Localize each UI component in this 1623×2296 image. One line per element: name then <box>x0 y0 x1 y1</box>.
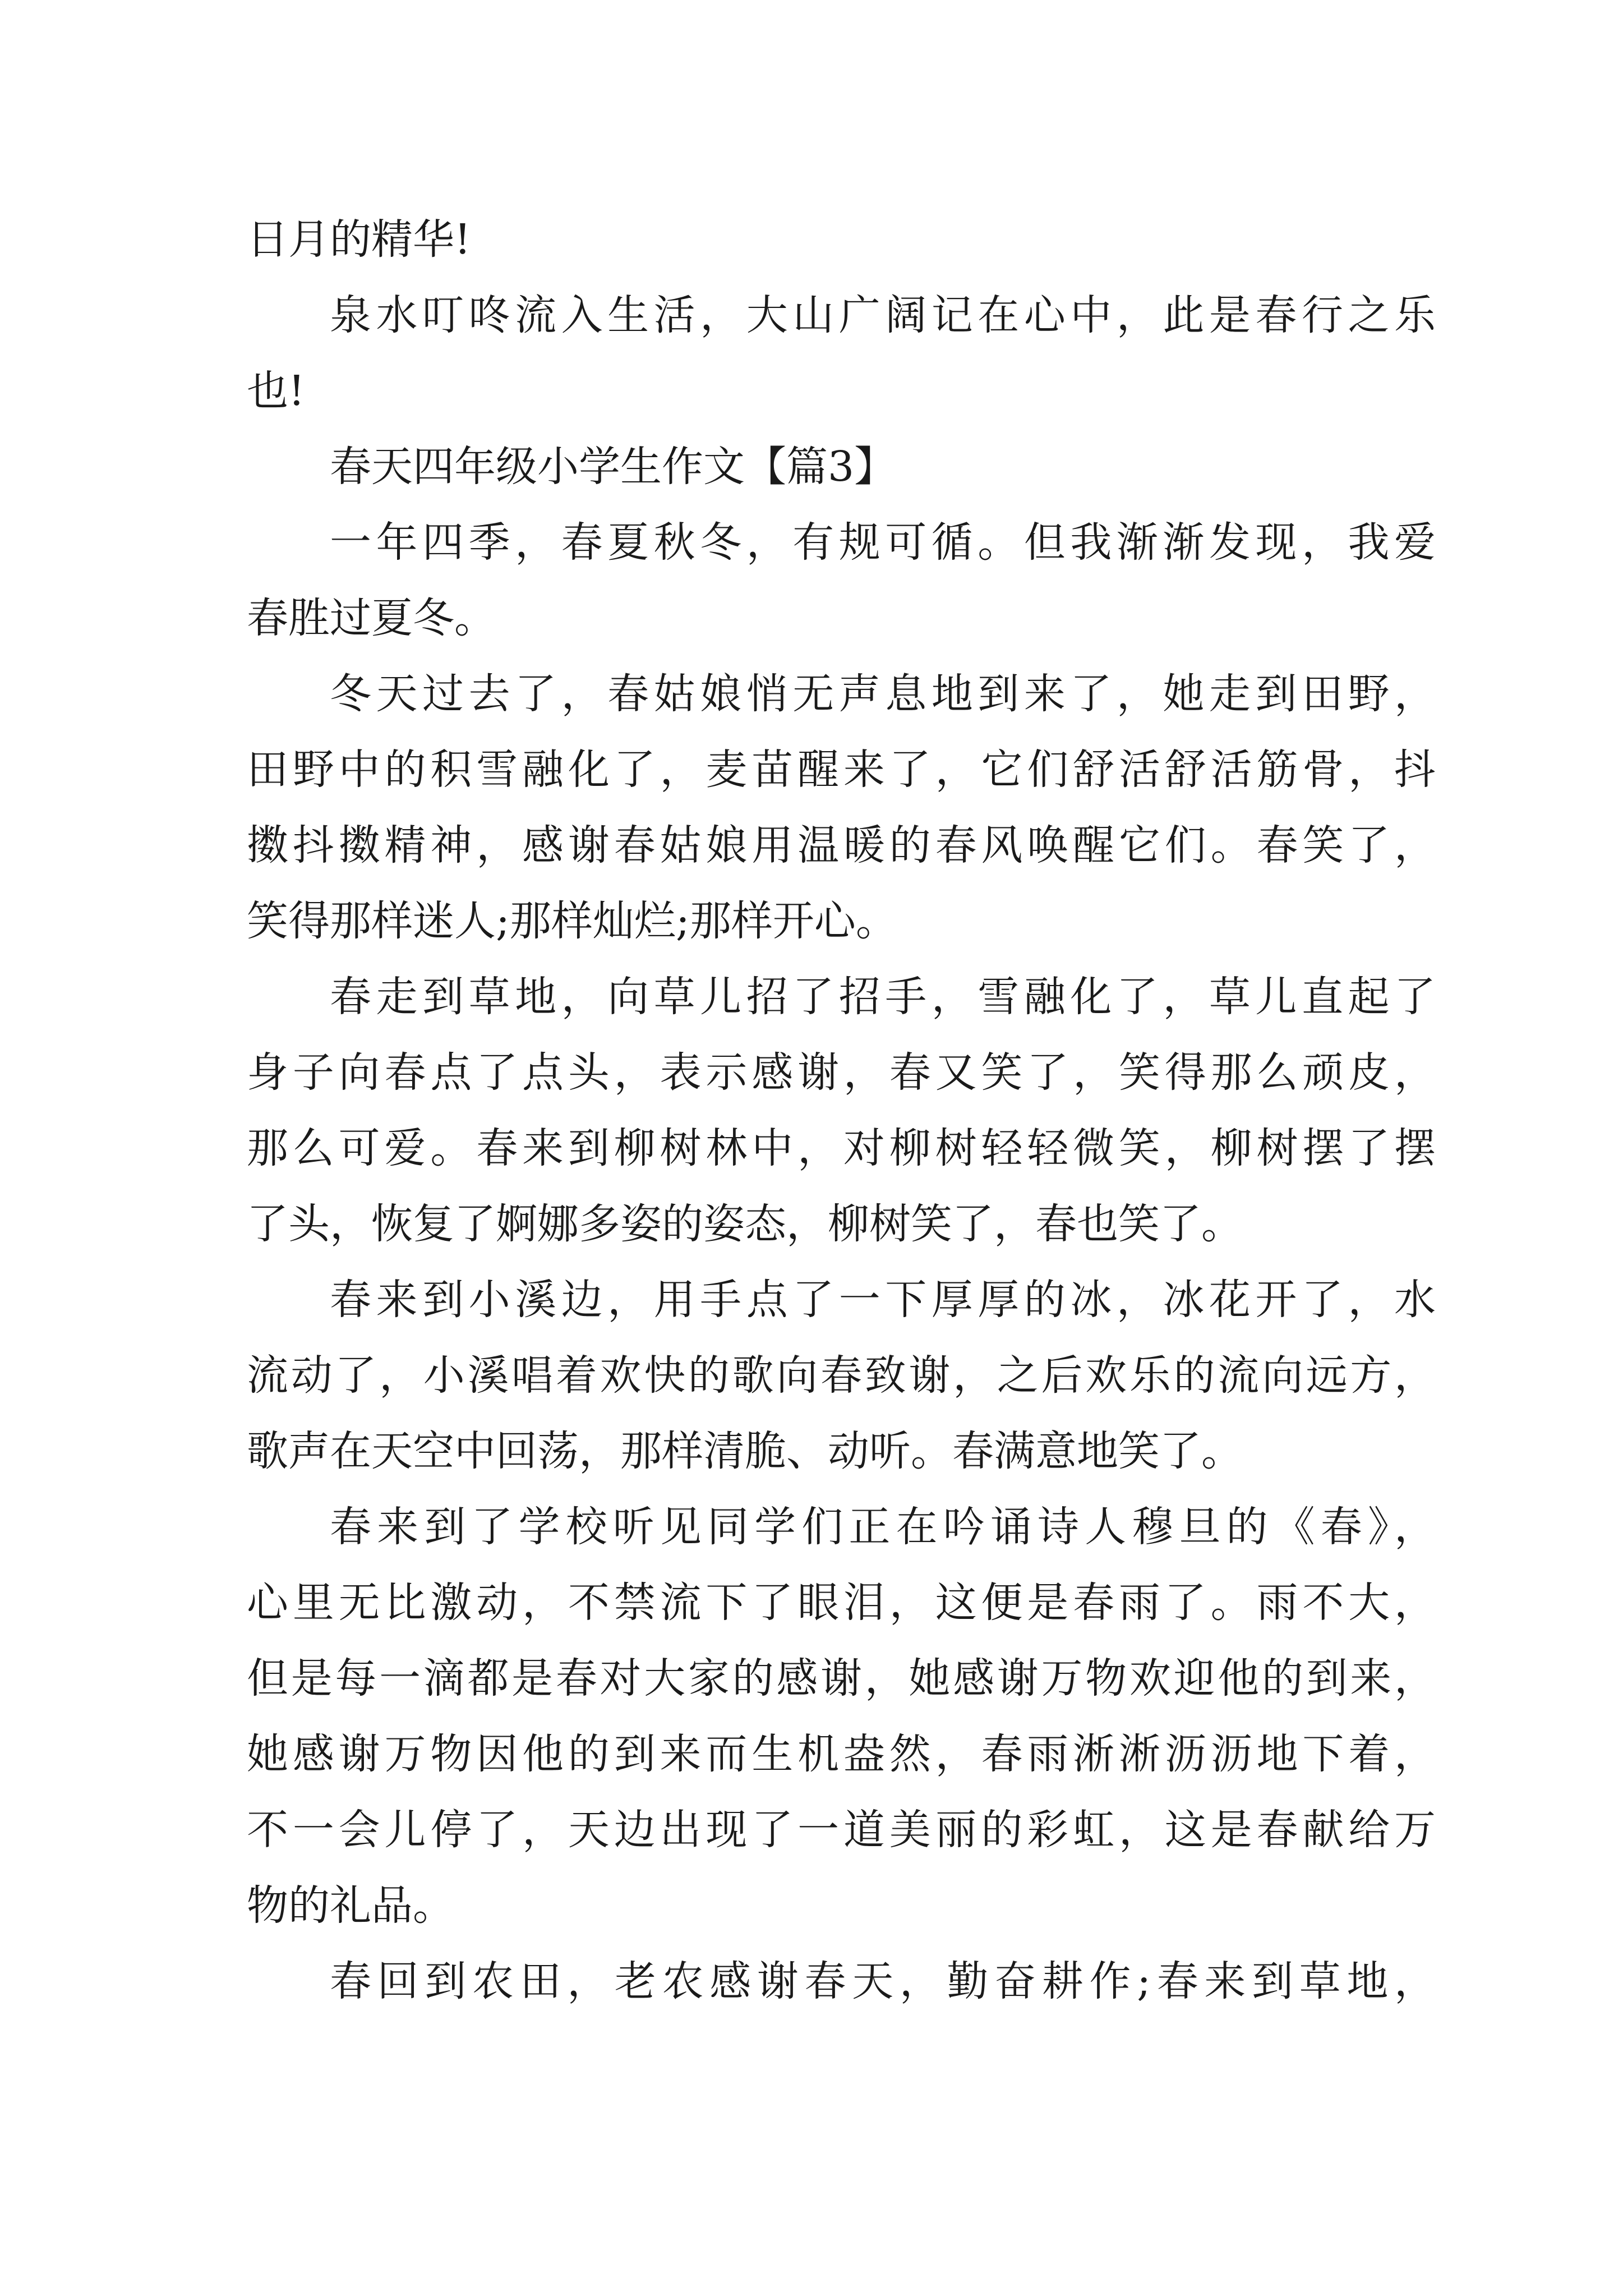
text-line: 春来到了学校听见同学们正在吟诵诗人穆旦的《春》， <box>330 1503 1436 1551</box>
text-line: 不一会儿停了，天边出现了一道美丽的彩虹，这是春献给万 <box>247 1806 1436 1854</box>
text-line: 歌声在天空中回荡，那样清脆、动听。春满意地笑了。 <box>247 1427 1243 1475</box>
text-line: 心里无比激动，不禁流下了眼泪，这便是春雨了。雨不大， <box>247 1579 1436 1627</box>
text-line: 流动了，小溪唱着欢快的歌向春致谢，之后欢乐的流向远方， <box>247 1351 1436 1400</box>
text-line: 那么可爱。春来到柳树林中，对柳树轻轻微笑，柳树摆了摆 <box>247 1124 1436 1172</box>
text-line: 笑得那样迷人;那样灿烂;那样开心。 <box>247 897 897 945</box>
text-line: 但是每一滴都是春对大家的感谢，她感谢万物欢迎他的到来， <box>247 1654 1436 1703</box>
text-line: 田野中的积雪融化了，麦苗醒来了，它们舒活舒活筋骨，抖 <box>247 746 1436 794</box>
text-line: 了头，恢复了婀娜多姿的姿态，柳树笑了，春也笑了。 <box>247 1200 1243 1248</box>
text-line: 一年四季，春夏秋冬，有规可循。但我渐渐发现，我爱 <box>330 518 1436 567</box>
text-line: 春天四年级小学生作文【篇3】 <box>330 443 896 491</box>
text-line: 春回到农田，老农感谢春天，勤奋耕作;春来到草地， <box>330 1957 1436 2005</box>
document-body <box>247 202 1436 2019</box>
text-line: 也! <box>247 367 305 415</box>
text-line: 泉水叮咚流入生活，大山广阔记在心中，此是春行之乐 <box>330 291 1436 339</box>
text-line: 冬天过去了，春姑娘悄无声息地到来了，她走到田野， <box>330 670 1436 718</box>
text-line: 春胜过夏冬。 <box>247 594 496 642</box>
text-line: 春走到草地，向草儿招了招手，雪融化了，草儿直起了 <box>330 973 1436 1021</box>
text-line: 春来到小溪边，用手点了一下厚厚的冰，冰花开了，水 <box>330 1276 1436 1324</box>
text-line: 物的礼品。 <box>247 1881 454 1930</box>
text-line: 身子向春点了点头，表示感谢，春又笑了，笑得那么顽皮， <box>247 1048 1436 1097</box>
text-line: 她感谢万物因他的到来而生机盎然，春雨淅淅沥沥地下着， <box>247 1730 1436 1778</box>
text-line: 擞抖擞精神，感谢春姑娘用温暖的春风唤醒它们。春笑了， <box>247 821 1436 869</box>
text-line: 日月的精华! <box>247 215 471 264</box>
